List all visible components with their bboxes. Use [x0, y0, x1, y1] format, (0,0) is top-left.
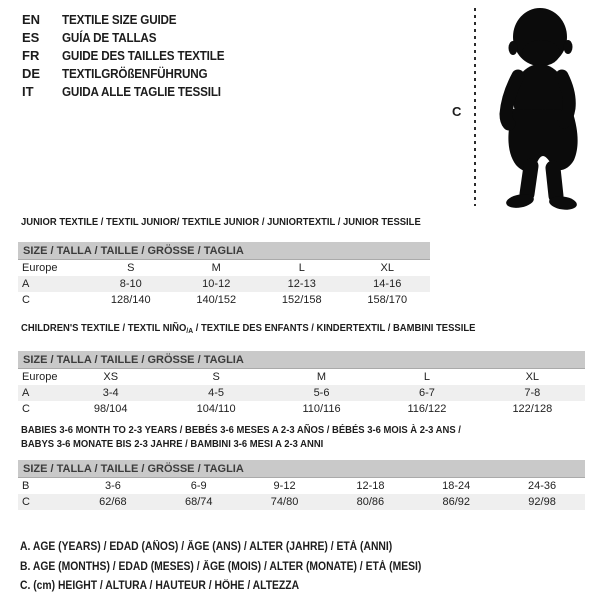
- table-cell: L: [423, 371, 430, 383]
- height-measure-dashed-line: [474, 8, 476, 206]
- table-cell: 80/86: [356, 496, 385, 508]
- table-cell: 86/92: [442, 496, 470, 508]
- lang-row: [22, 29, 242, 47]
- lang-row: [22, 47, 242, 65]
- table-cell: 140/152: [196, 294, 237, 306]
- legend-notes: [20, 538, 466, 597]
- lang-label: GUÍA DE TALLAS: [62, 30, 157, 45]
- table-cell: S: [127, 262, 135, 274]
- title-text: CHILDREN'S TEXTILE / TEXTIL NIÑO: [21, 322, 187, 334]
- title-line-1: BABIES 3-6 MONTH TO 2-3 YEARS / BEBÉS 3-6 MESES A 2-3 AÑOS / BÉBÉS 3-6 MOIS À 2-3 ANS /: [21, 424, 461, 436]
- lang-row: [22, 11, 242, 29]
- title-text: / TEXTILE DES ENFANTS / KINDERTEXTIL / BAMBINI TESSILE: [193, 322, 476, 334]
- lang-code: DE: [22, 66, 41, 81]
- junior-table: [18, 242, 430, 308]
- table-cell: 14-16: [373, 278, 402, 290]
- table-cell: 24-36: [527, 480, 557, 492]
- title-subscript: /A: [186, 326, 194, 335]
- table-cell: M: [211, 262, 221, 274]
- table-cell: XS: [103, 371, 119, 383]
- lang-code: FR: [22, 48, 40, 63]
- table-cell: 68/74: [184, 496, 213, 508]
- table-cell: 3-4: [102, 387, 119, 399]
- lang-code: ES: [22, 30, 40, 45]
- table-row: [18, 478, 585, 494]
- babies-textile-section: [18, 424, 585, 510]
- table-cell: 10-12: [202, 278, 231, 290]
- note-c: C. (cm) HEIGHT / ALTURA / HAUTEUR / HÖHE / ALTEZZA: [20, 580, 300, 592]
- table-cell: 122/128: [512, 403, 553, 415]
- lang-label: GUIDA ALLE TAGLIE TESSILI: [62, 84, 221, 99]
- row-label-cell: C: [22, 403, 30, 415]
- table-cell: 98/104: [93, 403, 128, 415]
- table-row: [18, 401, 585, 417]
- table-row: [18, 494, 585, 510]
- lang-label: TEXTILE SIZE GUIDE: [62, 12, 177, 27]
- size-header-bar: SIZE / TALLA / TAILLE / GRÖSSE / TAGLIA: [18, 460, 585, 478]
- children-table-title: [21, 321, 475, 338]
- table-cell: 12-13: [287, 278, 316, 290]
- babies-table: [18, 460, 585, 510]
- row-label-cell: C: [22, 496, 30, 508]
- junior-textile-section: [18, 212, 465, 308]
- table-cell: 3-6: [104, 480, 121, 492]
- row-label-cell: Europe: [22, 371, 58, 383]
- lang-code: EN: [22, 12, 41, 27]
- title-line-2: BABYS 3-6 MONATE BIS 2-3 JAHRE / BAMBINI 3-6 MESI A 2-3 ANNI: [21, 437, 324, 450]
- table-cell: XL: [525, 371, 540, 383]
- table-cell: 6-9: [190, 480, 207, 492]
- note-b: B. AGE (MONTHS) / EDAD (MESES) / ÂGE (MOIS) / ALTER (MONATE) / ETÀ (MESI): [20, 560, 422, 573]
- table-cell: 116/122: [407, 403, 447, 415]
- table-row: [18, 276, 430, 292]
- table-cell: 128/140: [110, 294, 151, 306]
- lang-label: GUIDE DES TAILLES TEXTILE: [62, 48, 225, 63]
- table-cell: 9-12: [273, 480, 296, 492]
- table-cell: 92/98: [528, 496, 556, 508]
- size-header-bar: SIZE / TALLA / TAILLE / GRÖSSE / TAGLIA: [18, 242, 430, 260]
- junior-table-title: JUNIOR TEXTILE / TEXTIL JUNIOR/ TEXTILE JUNIOR / JUNIORTEXTIL / JUNIOR TESSILE: [21, 216, 421, 228]
- baby-silhouette: [486, 4, 596, 214]
- lang-code: IT: [22, 84, 34, 99]
- table-cell: 8-10: [119, 278, 142, 290]
- note-a: A. AGE (YEARS) / EDAD (AÑOS) / ÂGE (ANS) / ALTER (JAHRE) / ETÀ (ANNI): [20, 541, 393, 553]
- children-table: [18, 351, 585, 417]
- table-row: [18, 292, 430, 308]
- children-textile-section: [18, 318, 585, 417]
- table-cell: 4-5: [208, 387, 225, 399]
- table-row: [18, 260, 430, 276]
- lang-label: TEXTILGRÖßENFÜHRUNG: [62, 66, 208, 81]
- table-row: [18, 369, 585, 385]
- table-cell: 6-7: [418, 387, 435, 399]
- row-label-cell: C: [22, 294, 30, 306]
- table-cell: 5-6: [313, 387, 330, 399]
- table-cell: M: [316, 371, 327, 383]
- table-row: [18, 385, 585, 401]
- table-cell: 104/110: [196, 403, 236, 415]
- table-cell: XL: [380, 262, 394, 274]
- row-label-cell: Europe: [22, 262, 58, 274]
- babies-table-title: [21, 424, 585, 451]
- lang-row: [22, 83, 242, 101]
- table-cell: 158/170: [367, 294, 408, 306]
- language-header: [22, 11, 242, 101]
- table-cell: 110/116: [302, 403, 341, 415]
- size-header-bar: SIZE / TALLA / TAILLE / GRÖSSE / TAGLIA: [18, 351, 585, 369]
- row-label-cell: B: [22, 480, 30, 492]
- row-label-cell: A: [22, 278, 30, 290]
- table-cell: S: [212, 371, 220, 383]
- table-cell: 12-18: [356, 480, 385, 492]
- lang-row: [22, 65, 242, 83]
- row-label-cell: A: [22, 387, 30, 399]
- table-cell: L: [298, 262, 305, 274]
- table-cell: 74/80: [270, 496, 299, 508]
- table-cell: 7-8: [524, 387, 541, 399]
- table-cell: 62/68: [99, 496, 127, 508]
- table-cell: 152/158: [281, 294, 322, 306]
- table-cell: 18-24: [442, 480, 471, 492]
- measure-label-c: C: [452, 104, 462, 119]
